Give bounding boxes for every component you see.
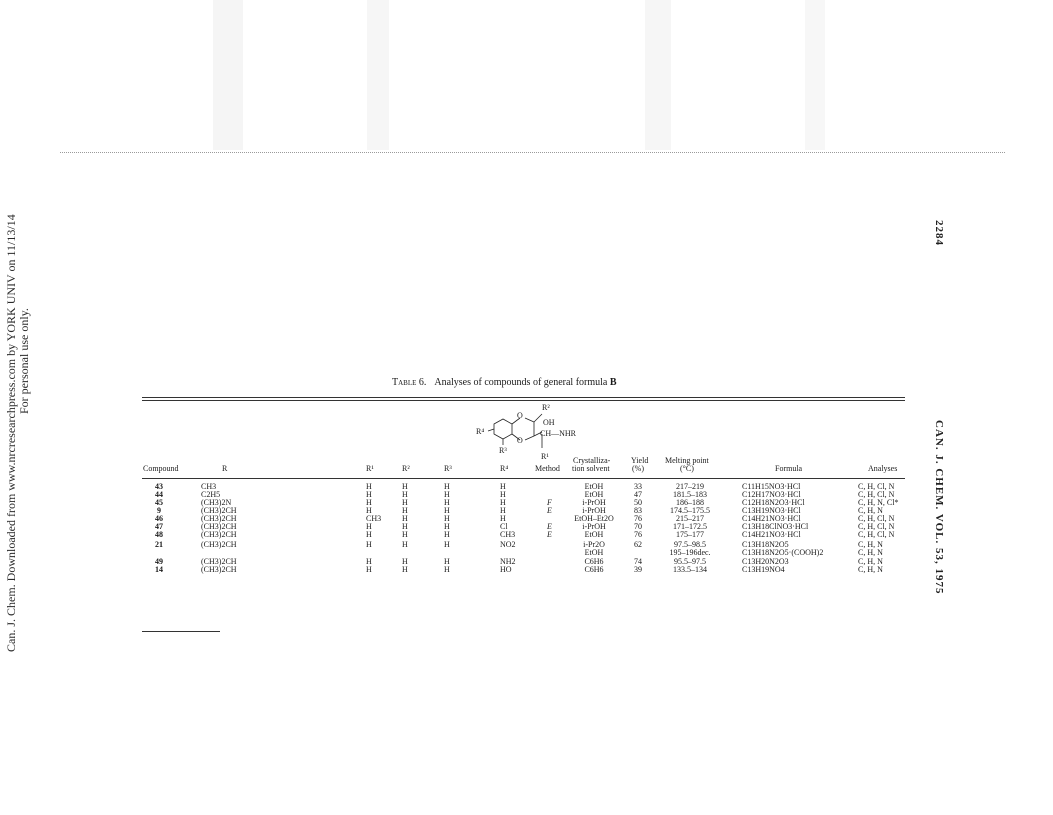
cell-formula: C13H18N2O5 xyxy=(742,540,789,549)
download-notice-line1: Can. J. Chem. Downloaded from www.nrcresearchpress.com by YORK UNIV on 11/13/14 xyxy=(4,214,18,652)
structure-r4: R⁴ xyxy=(476,427,485,436)
cell-analyses: C, H, Cl, N xyxy=(858,514,895,523)
cell-analyses: C, H, Cl, N xyxy=(858,522,895,531)
cell-solvent: EtOH xyxy=(584,548,604,557)
header-r1: R¹ xyxy=(366,464,374,473)
cell-mp: 186–188 xyxy=(676,498,704,507)
cell-formula: C14H21NO3·HCl xyxy=(742,514,801,523)
cell-compound: 47 xyxy=(155,522,163,531)
cell-r2: H xyxy=(402,482,408,491)
cell-formula: C13H19NO3·HCl xyxy=(742,506,801,515)
cell-r2: H xyxy=(402,557,408,566)
structure-ch-nhr: CH—NHR xyxy=(540,429,577,438)
cell-formula: C13H19NO4 xyxy=(742,565,785,574)
running-head: CAN. J. CHEM. VOL. 53, 1975 xyxy=(933,420,945,595)
structure-oh: OH xyxy=(543,418,555,427)
download-notice-line2: For personal use only. xyxy=(17,308,31,414)
cell-r: (CH3)2CH xyxy=(201,565,237,574)
page-number: 2284 xyxy=(933,220,945,246)
cell-r3: H xyxy=(444,498,450,507)
cell-analyses: C, H, N xyxy=(858,557,883,566)
cell-r1: CH3 xyxy=(366,514,382,523)
header-r: R xyxy=(222,464,228,473)
cell-r4: CH3 xyxy=(500,530,516,539)
cell-compound: 49 xyxy=(155,557,163,566)
cell-analyses: C, H, N xyxy=(858,565,883,574)
cell-r3: H xyxy=(444,482,450,491)
cell-mp: 217–219 xyxy=(676,482,704,491)
download-notice xyxy=(5,214,31,652)
cell-solvent: C6H6 xyxy=(584,557,604,566)
structure-r3: R³ xyxy=(499,446,507,455)
cell-r4: NH2 xyxy=(500,557,516,566)
cell-mp: 175–177 xyxy=(676,530,704,539)
cell-formula: C12H18N2O3·HCl xyxy=(742,498,805,507)
cell-yield: 39 xyxy=(634,565,642,574)
header-solvent-line2: tion solvent xyxy=(572,464,610,473)
cell-mp: 133.5–134 xyxy=(673,565,707,574)
cell-r2: H xyxy=(402,522,408,531)
cell-r2: H xyxy=(402,540,408,549)
cell-compound: 43 xyxy=(155,482,163,491)
header-r2: R² xyxy=(402,464,410,473)
scan-noise xyxy=(213,0,243,150)
header-r4: R⁴ xyxy=(500,464,509,473)
cell-solvent: EtOH–Et2O xyxy=(574,514,614,523)
cell-r1: H xyxy=(366,530,372,539)
cell-yield: 74 xyxy=(634,557,642,566)
cell-yield: 62 xyxy=(634,540,642,549)
cell-r2: H xyxy=(402,514,408,523)
cell-analyses: C, H, N xyxy=(858,548,883,557)
table-top-rule xyxy=(142,397,905,398)
cell-solvent: i-PrOH xyxy=(582,506,606,515)
cell-r1: H xyxy=(366,557,372,566)
cell-method: E xyxy=(547,506,552,515)
cell-analyses: C, H, N, Cl* xyxy=(858,498,899,507)
cell-r: C2H5 xyxy=(201,490,221,499)
scan-noise xyxy=(805,0,825,150)
structure-r1: R¹ xyxy=(541,452,549,461)
cell-compound: 46 xyxy=(155,514,163,523)
cell-analyses: C, H, Cl, N xyxy=(858,530,895,539)
cell-mp: 171–172.5 xyxy=(673,522,707,531)
cell-r2: H xyxy=(402,530,408,539)
structure-o-top: O xyxy=(517,411,523,420)
cell-compound: 48 xyxy=(155,530,163,539)
cell-r3: H xyxy=(444,557,450,566)
cell-r4: H xyxy=(500,498,506,507)
cell-r4: H xyxy=(500,514,506,523)
cell-analyses: C, H, Cl, N xyxy=(858,482,895,491)
header-r3: R³ xyxy=(444,464,452,473)
scan-noise xyxy=(367,0,389,150)
cell-solvent: i-Pr2O xyxy=(583,540,605,549)
cell-r2: H xyxy=(402,490,408,499)
cell-r4: HO xyxy=(500,565,512,574)
cell-formula: C11H15NO3·HCl xyxy=(742,482,801,491)
cell-r: (CH3)2CH xyxy=(201,540,237,549)
cell-r4: H xyxy=(500,506,506,515)
header-compound: Compound xyxy=(143,464,179,473)
header-method: Method xyxy=(535,464,560,473)
cell-r2: H xyxy=(402,565,408,574)
cell-r3: H xyxy=(444,530,450,539)
cell-mp: 215–217 xyxy=(676,514,704,523)
cell-r3: H xyxy=(444,506,450,515)
header-yield-line2: (%) xyxy=(632,464,644,473)
cell-r3: H xyxy=(444,490,450,499)
cell-mp: 195–196dec. xyxy=(669,548,711,557)
table-formula-letter: B xyxy=(609,377,617,388)
cell-compound: 45 xyxy=(155,498,163,507)
cell-r2: H xyxy=(402,506,408,515)
cell-r3: H xyxy=(444,565,450,574)
cell-r3: H xyxy=(444,514,450,523)
cell-r1: H xyxy=(366,490,372,499)
cell-method: E xyxy=(547,522,552,531)
scan-artifact-rule xyxy=(60,152,1005,153)
cell-r: (CH3)2CH xyxy=(201,506,237,515)
header-mp-line2: (°C) xyxy=(680,464,694,473)
cell-r1: H xyxy=(366,565,372,574)
cell-yield: 50 xyxy=(634,498,642,507)
cell-r4: H xyxy=(500,482,506,491)
cell-compound: 14 xyxy=(155,565,163,574)
cell-r: (CH3)2CH xyxy=(201,530,237,539)
cell-solvent: i-PrOH xyxy=(582,498,606,507)
cell-yield: 70 xyxy=(634,522,642,531)
cell-yield: 76 xyxy=(634,514,642,523)
cell-r4: Cl xyxy=(500,522,508,531)
cell-r: (CH3)2CH xyxy=(201,522,237,531)
cell-method: F xyxy=(547,498,552,507)
cell-r1: H xyxy=(366,540,372,549)
cell-yield: 83 xyxy=(634,506,642,515)
cell-r: (CH3)2CH xyxy=(201,514,237,523)
table-caption xyxy=(392,377,617,388)
cell-formula: C13H20N2O3 xyxy=(742,557,789,566)
structure-o-bottom: O xyxy=(517,436,523,445)
cell-r: (CH3)2CH xyxy=(201,557,237,566)
cell-analyses: C, H, N xyxy=(858,540,883,549)
cell-r4: H xyxy=(500,490,506,499)
cell-solvent: EtOH xyxy=(584,490,604,499)
cell-formula: C14H21NO3·HCl xyxy=(742,530,801,539)
cell-mp: 97.5–98.5 xyxy=(674,540,706,549)
structure-r2: R² xyxy=(542,403,550,412)
cell-solvent: i-PrOH xyxy=(582,522,606,531)
table-bottom-rule xyxy=(142,631,220,632)
header-mp-line1: Melting point xyxy=(665,456,709,465)
cell-r1: H xyxy=(366,498,372,507)
cell-method: E xyxy=(547,530,552,539)
cell-analyses: C, H, Cl, N xyxy=(858,490,895,499)
cell-yield: 33 xyxy=(634,482,642,491)
cell-r4: NO2 xyxy=(500,540,516,549)
cell-mp: 174.5–175.5 xyxy=(670,506,710,515)
cell-r3: H xyxy=(444,540,450,549)
cell-r: CH3 xyxy=(201,482,217,491)
cell-yield: 76 xyxy=(634,530,642,539)
cell-mp: 95.5–97.5 xyxy=(674,557,706,566)
cell-solvent: EtOH xyxy=(584,530,604,539)
header-analyses: Analyses xyxy=(868,464,898,473)
cell-formula: C13H18N2O5·(COOH)2 xyxy=(742,548,824,557)
cell-r1: H xyxy=(366,522,372,531)
cell-compound: 21 xyxy=(155,540,163,549)
cell-r1: H xyxy=(366,506,372,515)
cell-r2: H xyxy=(402,498,408,507)
table-label: Table 6. xyxy=(392,377,427,388)
cell-r1: H xyxy=(366,482,372,491)
cell-yield: 47 xyxy=(634,490,642,499)
cell-formula: C13H18ClNO3·HCl xyxy=(742,522,809,531)
cell-r: (CH3)2N xyxy=(201,498,232,507)
cell-solvent: EtOH xyxy=(584,482,604,491)
header-formula: Formula xyxy=(775,464,803,473)
header-solvent-line1: Crystalliza- xyxy=(573,456,611,465)
cell-solvent: C6H6 xyxy=(584,565,604,574)
table-caption-text: Analyses of compounds of general formula xyxy=(434,377,608,388)
cell-compound: 44 xyxy=(155,490,163,499)
cell-analyses: C, H, N xyxy=(858,506,883,515)
cell-compound: 9 xyxy=(157,506,161,515)
cell-mp: 181.5–183 xyxy=(673,490,707,499)
header-yield-line1: Yield xyxy=(631,456,649,465)
table-header-rule xyxy=(142,478,905,479)
cell-formula: C12H17NO3·HCl xyxy=(742,490,801,499)
cell-r3: H xyxy=(444,522,450,531)
scan-noise xyxy=(645,0,671,150)
